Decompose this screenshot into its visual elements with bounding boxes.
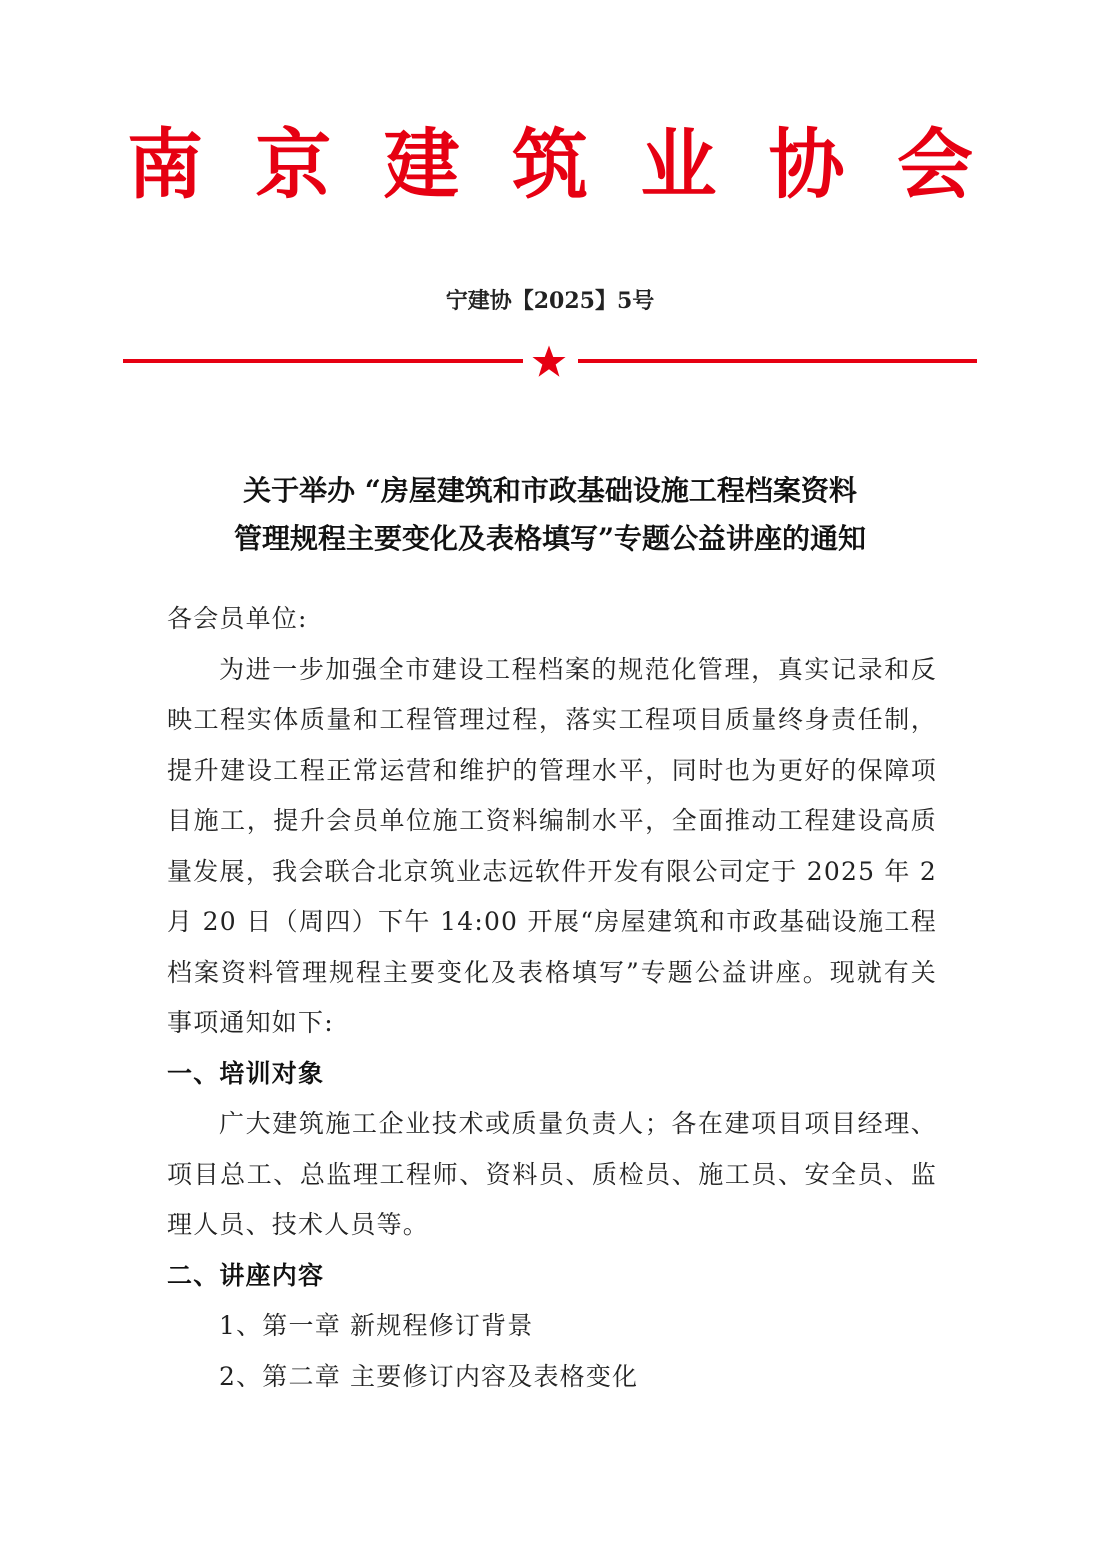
notice-title-line: 管理规程主要变化及表格填写”专题公益讲座的通知 bbox=[233, 522, 867, 555]
notice-title bbox=[0, 467, 1100, 563]
audience-paragraph: 广大建筑施工企业技术或质量负责人；各在建项目项目经理、项目总工、总监理工程师、资料员、质检员、施工员、安全员、监理人员、技术人员等。 bbox=[167, 1109, 937, 1239]
section-heading-content: 二、讲座内容 bbox=[167, 1260, 325, 1290]
section-heading-audience: 一、培训对象 bbox=[167, 1058, 325, 1088]
header-char: 京 bbox=[255, 120, 332, 209]
content-list-item: 1、第一章 新规程修订背景 bbox=[219, 1311, 534, 1340]
divider-line-left bbox=[123, 359, 523, 363]
header-char: 协 bbox=[768, 120, 845, 209]
notice-body bbox=[167, 594, 937, 1402]
document-number: 宁建协【2025】5号 bbox=[445, 288, 655, 314]
header-char: 业 bbox=[640, 120, 717, 209]
intro-paragraph: 为进一步加强全市建设工程档案的规范化管理，真实记录和反映工程实体质量和工程管理过程，落实工程项目质量终身责任制，提升建设工程正常运营和维护的管理水平，同时也为更好的保障项目施工，提升会员单位施工资料编制水平，全面推动工程建设高质量发展，我会联合北京筑业志远软件开发有限公司定于 2025 年 2 月 20 日（周四）下午 14:00 开展“房屋建筑和市政基础设施工程档案资料管理规程主要变化及表格填写”专题公益讲座。现就有关事项通知如下: bbox=[167, 654, 937, 1037]
organization-header bbox=[120, 115, 980, 215]
divider-line-right bbox=[578, 359, 977, 363]
salutation: 各会员单位: bbox=[167, 604, 308, 633]
notice-title-line: 关于举办 “房屋建筑和市政基础设施工程档案资料 bbox=[243, 474, 857, 507]
header-char: 筑 bbox=[511, 120, 588, 209]
star-icon bbox=[531, 344, 567, 380]
header-char: 建 bbox=[383, 120, 460, 209]
header-char: 会 bbox=[896, 120, 973, 209]
header-char: 南 bbox=[127, 120, 203, 209]
content-list-item: 2、第二章 主要修订内容及表格变化 bbox=[219, 1361, 639, 1391]
